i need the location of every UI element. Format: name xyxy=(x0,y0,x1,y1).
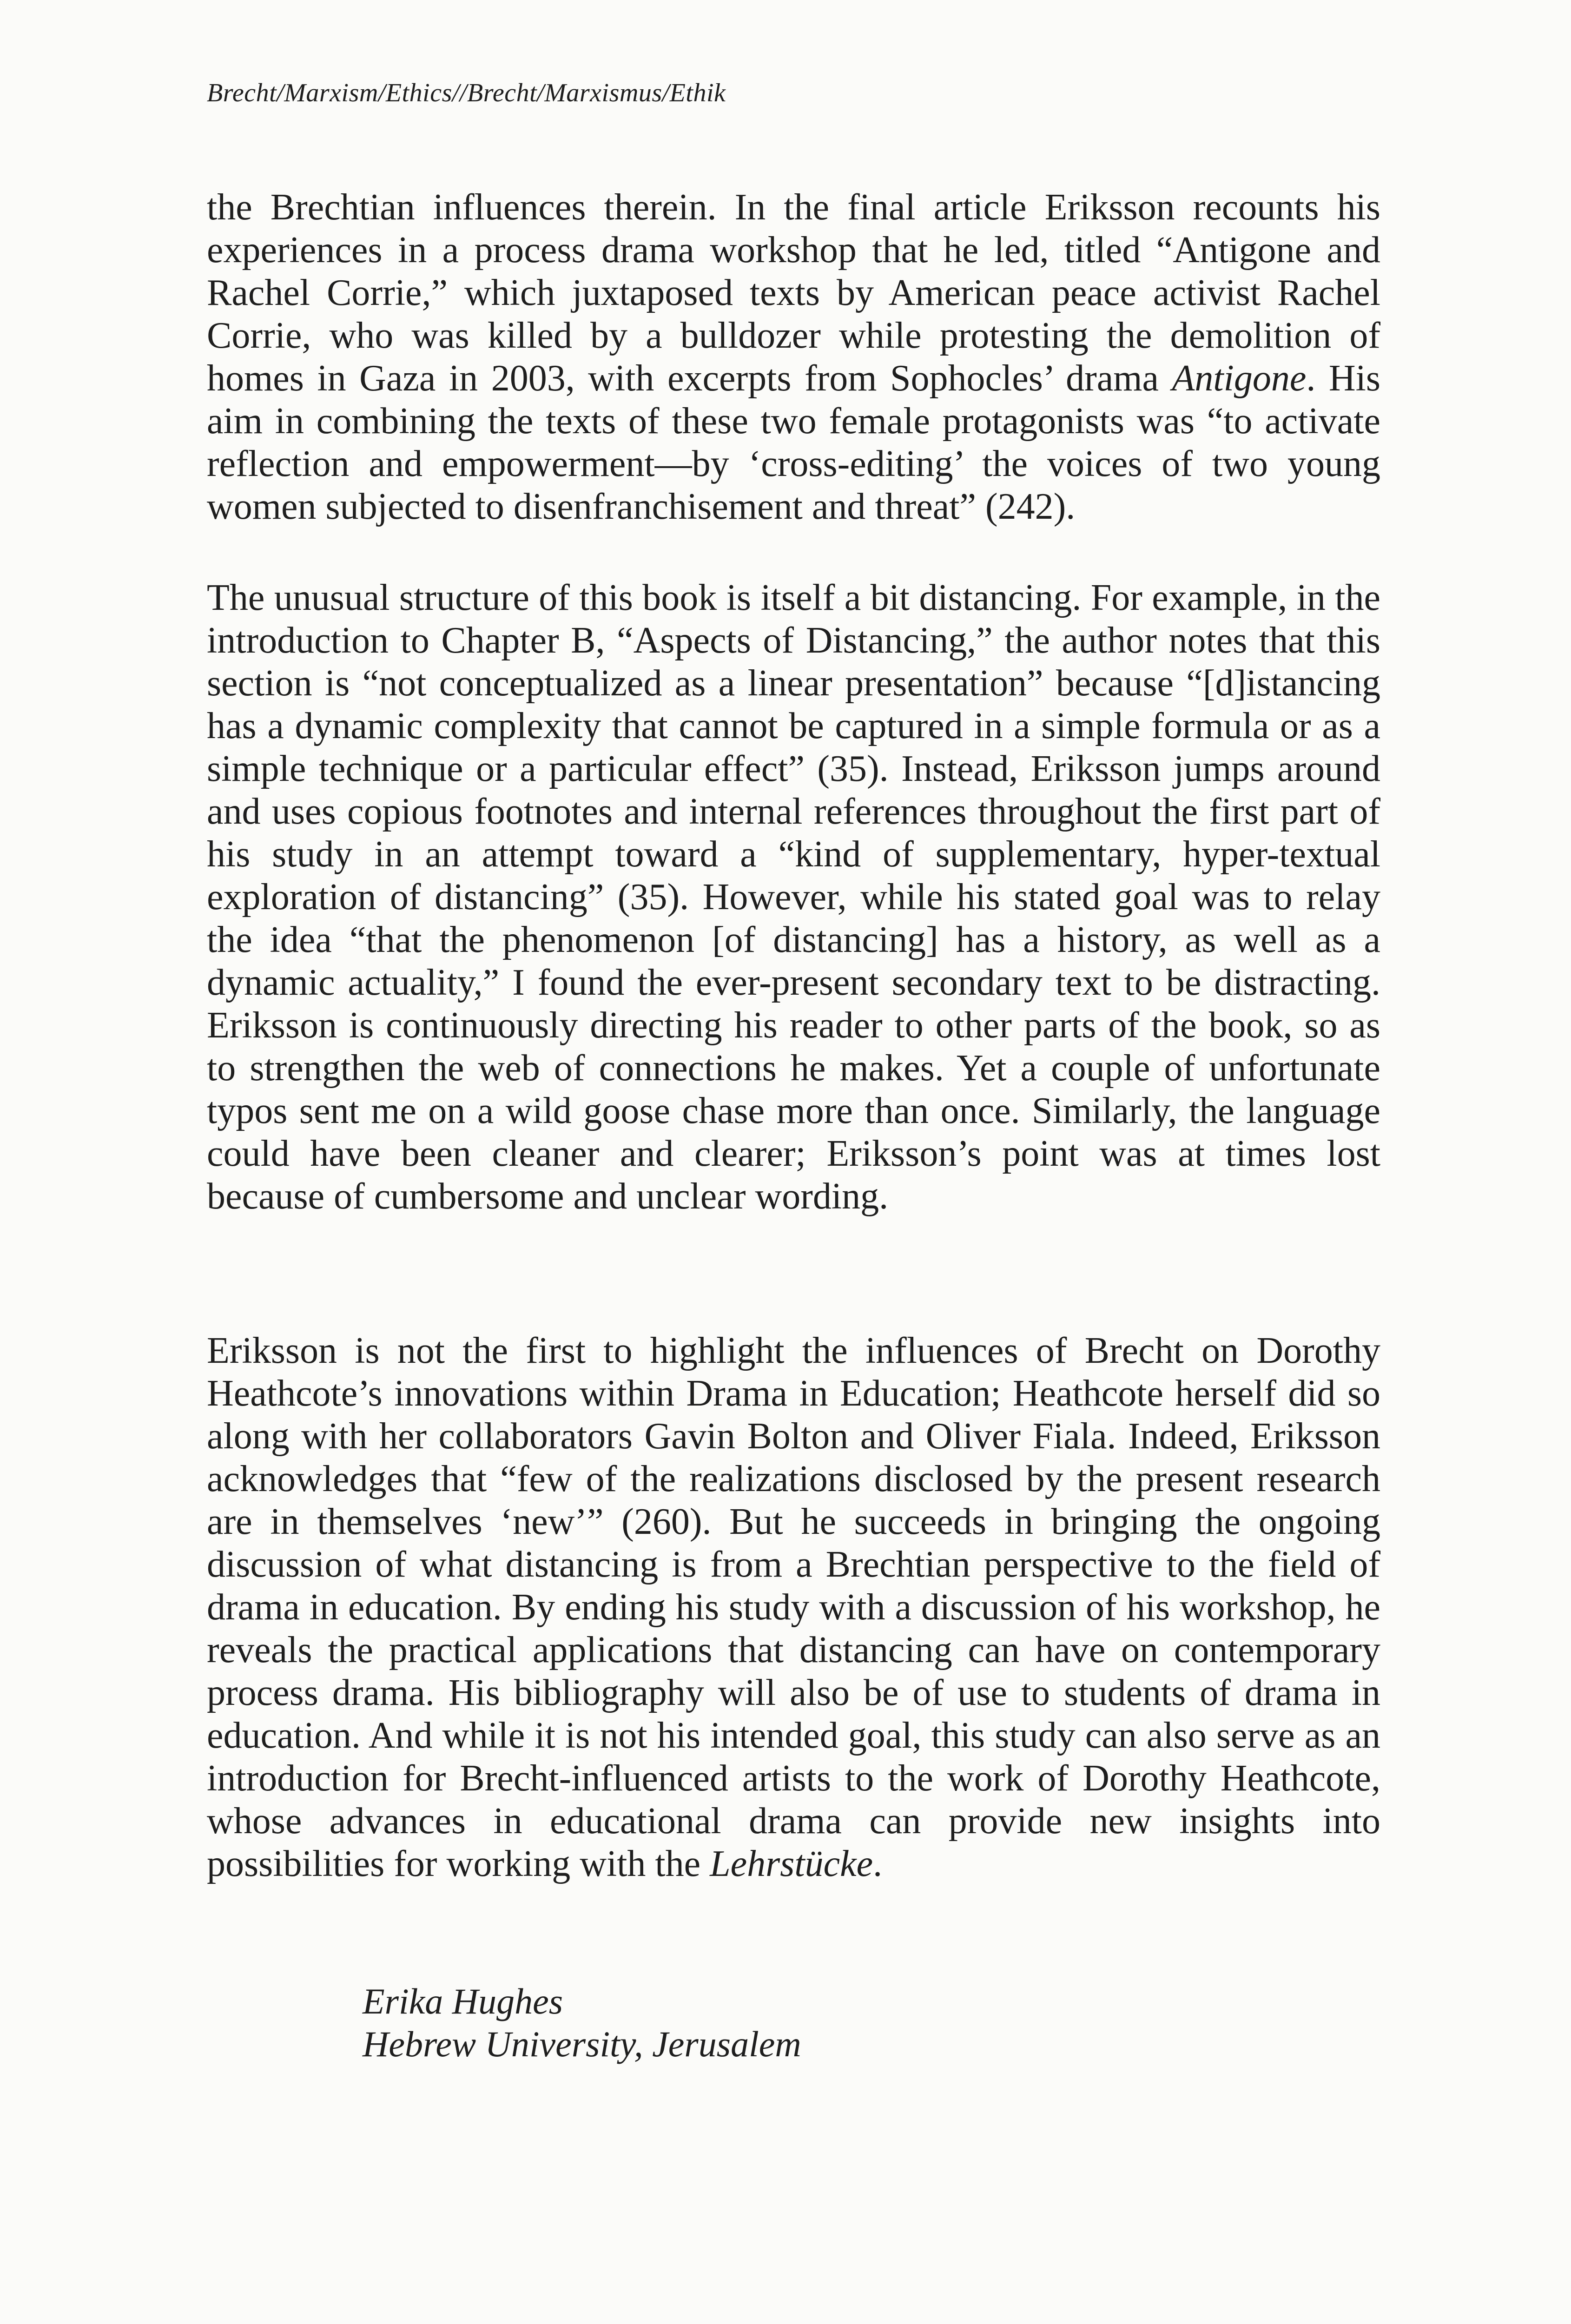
paragraph-3-text-b: . xyxy=(873,1843,883,1884)
review-signature xyxy=(363,1980,801,2066)
paragraph-3-text-a: Eriksson is not the first to highlight the influences of Brecht on Dorothy Heathcote’s innovations within Drama in Education; Heathcote herself did so along with her collaborators Gavin Bolton and Oliver Fiala. Indeed, Eriksson acknowledges that “few of the realizations disclosed by the present research are in themselves ‘new’” (260). But he succeeds in bringing the ongoing discussion of what distancing is from a Brechtian perspective to the field of drama in education. By ending his study with a discussion of his workshop, he reveals the practical applications that distancing can have on contemporary process drama. His bibliography will also be of use to students of drama in education. And while it is not his intended goal, this study can also serve as an introduction for Brecht-influenced artists to the work of Dorothy Heathcote, whose advances in educational drama can provide new insights into possibilities for working with the xyxy=(207,1330,1380,1884)
paragraph-3 xyxy=(207,1329,1380,1885)
paragraph-3-italic-title: Lehrstücke xyxy=(710,1843,873,1884)
paragraph-1-text-b: . His aim in combining the texts of these two female protagonists was “to activate reflection and empowerment—by ‘cross-editing’ the voices of two young women subjected to disenfranchisement and threat” (242). xyxy=(207,358,1380,527)
paragraph-1-italic-title: Antigone xyxy=(1172,358,1307,399)
running-head: Brecht/Marxism/Ethics//Brecht/Marxismus/Ethik xyxy=(207,79,726,107)
reviewer-affiliation: Hebrew University, Jerusalem xyxy=(363,2024,801,2064)
paragraph-1-text-a: the Brechtian influences therein. In the final article Eriksson recounts his experiences in a process drama workshop that he led, titled “Antigone and Rachel Corrie,” which juxtaposed texts by American peace activist Rachel Corrie, who was killed by a bulldozer while protesting the demolition of homes in Gaza in 2003, with excerpts from Sophocles’ drama xyxy=(207,187,1380,399)
paragraph-1 xyxy=(207,186,1380,528)
reviewer-name: Erika Hughes xyxy=(363,1981,563,2021)
paragraph-2: The unusual structure of this book is itself a bit distancing. For example, in the introduction to Chapter B, “Aspects of Distancing,” the author notes that this section is “not conceptualized as a linear presentation” because “[d]istancing has a dynamic complexity that cannot be captured in a simple formula or as a simple technique or a particular effect” (35). Instead, Eriksson jumps around and uses copious footnotes and internal references throughout the first part of his study in an attempt toward a “kind of supplementary, hyper-textual exploration of distancing” (35). However, while his stated goal was to relay the idea “that the phenomenon [of distancing] has a history, as well as a dynamic actuality,” I found the ever-present secondary text to be distracting. Eriksson is continuously directing his reader to other parts of the book, so as to strengthen the web of connections he makes. Yet a couple of unfortunate typos sent me on a wild goose chase more than once. Similarly, the language could have been cleaner and clearer; Eriksson’s point was at times lost because of cumbersome and unclear wording. xyxy=(207,577,1380,1217)
